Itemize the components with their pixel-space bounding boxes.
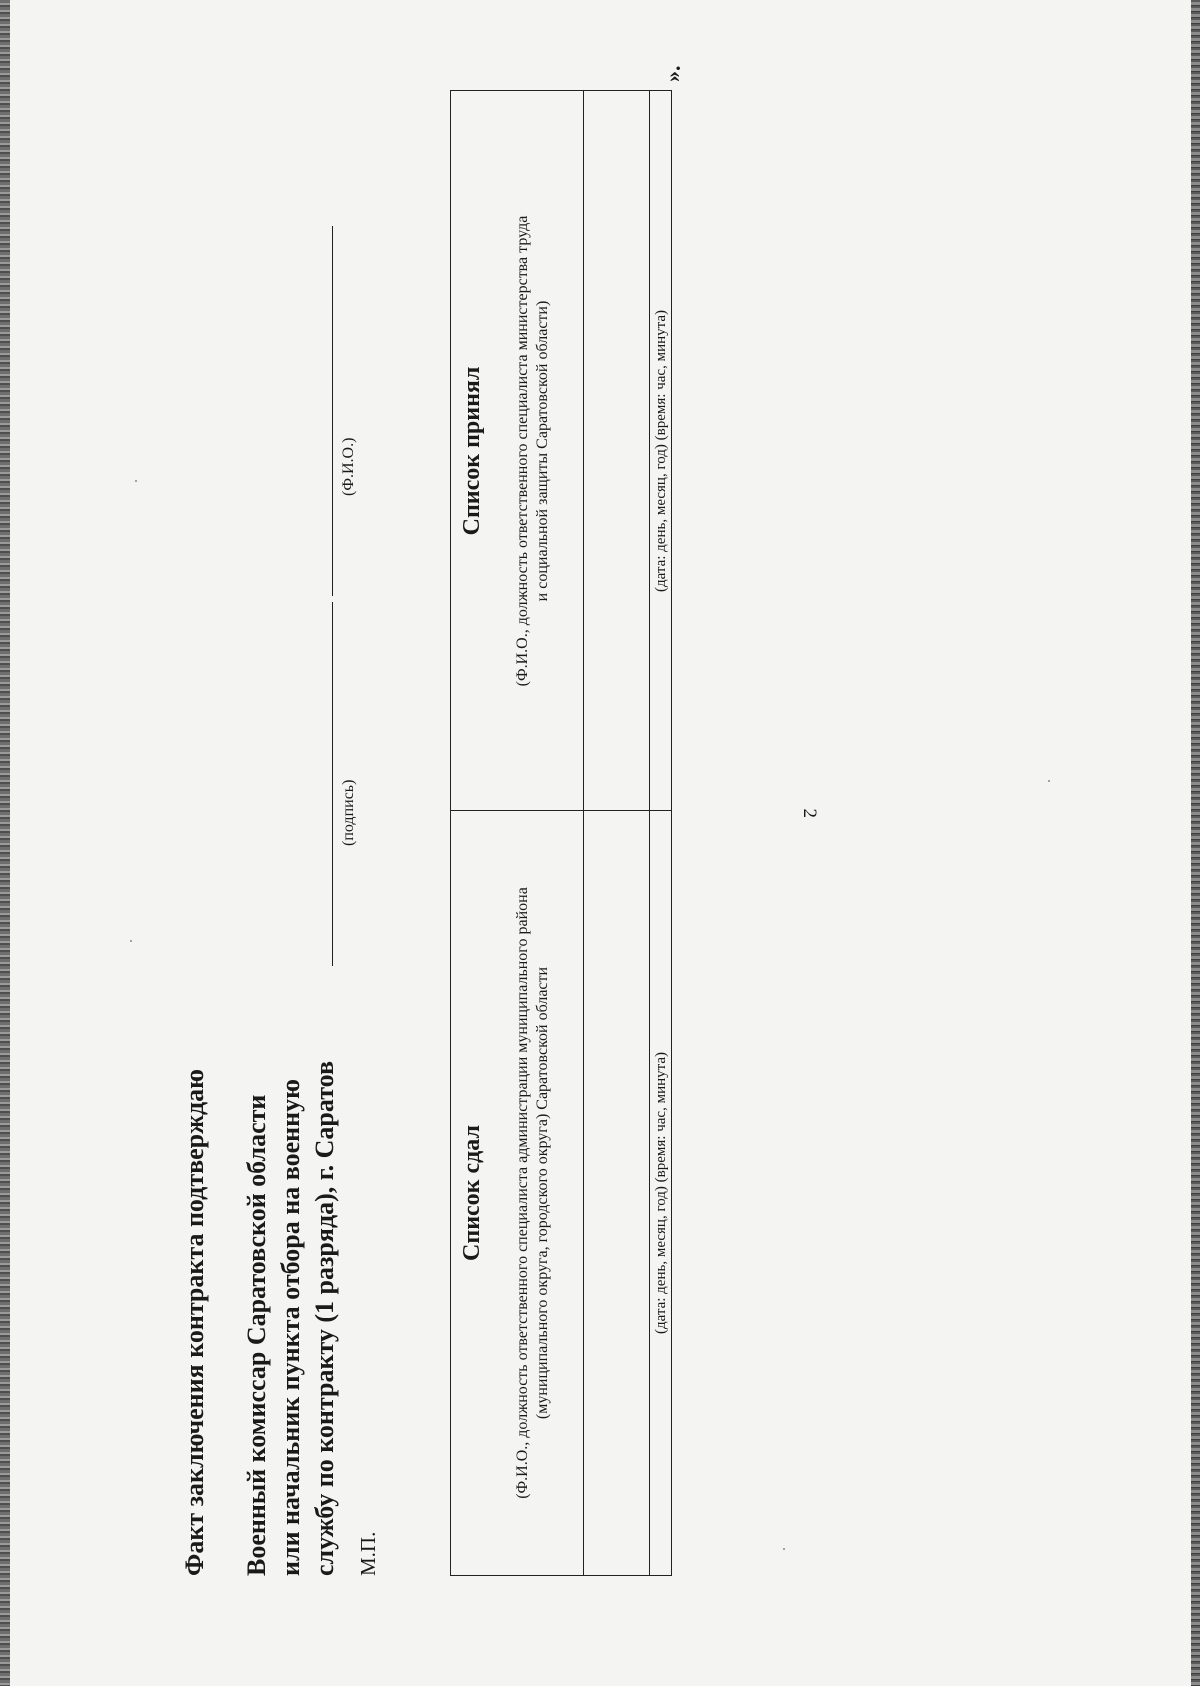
column-title-handed-over: Список сдал xyxy=(459,1125,485,1261)
description-line: (муниципального округа, городского округа) Саратовской области xyxy=(534,966,551,1420)
closing-quote-mark: ». xyxy=(660,65,685,82)
handover-table xyxy=(450,90,672,1576)
signatory-title-line: или начальник пункта отбора на военную xyxy=(276,1079,305,1576)
signatory-title-line: Военный комиссар Саратовской области xyxy=(242,1094,271,1576)
row-divider xyxy=(583,91,584,811)
description-line: (Ф.И.О., должность ответственного специалиста министерства труда xyxy=(514,215,531,687)
description-line: и социальной защиты Саратовской области) xyxy=(534,300,551,602)
row-divider xyxy=(649,811,650,1575)
stamp-placeholder: М.П. xyxy=(356,1531,380,1576)
description-line: (Ф.И.О., должность ответственного специалиста администрации муниципального района xyxy=(514,887,531,1499)
column-description-handed-over xyxy=(513,819,553,1567)
confirmation-statement: Факт заключения контракта подтверждаю xyxy=(180,1068,209,1576)
column-description-received xyxy=(513,99,553,803)
date-time-caption: (дата: день, месяц, год) (время: час, минута) xyxy=(653,309,669,593)
name-caption: (Ф.И.О.) xyxy=(340,437,357,496)
signature-line xyxy=(332,602,333,966)
signatory-title xyxy=(240,1061,342,1576)
signatory-title-line: службу по контракту (1 разряда), г. Саратов xyxy=(310,1060,339,1576)
date-time-caption: (дата: день, месяц, год) (время: час, минута) xyxy=(653,1051,669,1335)
row-divider xyxy=(649,91,650,811)
column-title-received: Список принял xyxy=(459,366,485,536)
page-number: 2 xyxy=(799,808,820,818)
signature-caption: (подпись) xyxy=(340,779,357,846)
row-divider xyxy=(583,811,584,1575)
name-line xyxy=(332,226,333,596)
